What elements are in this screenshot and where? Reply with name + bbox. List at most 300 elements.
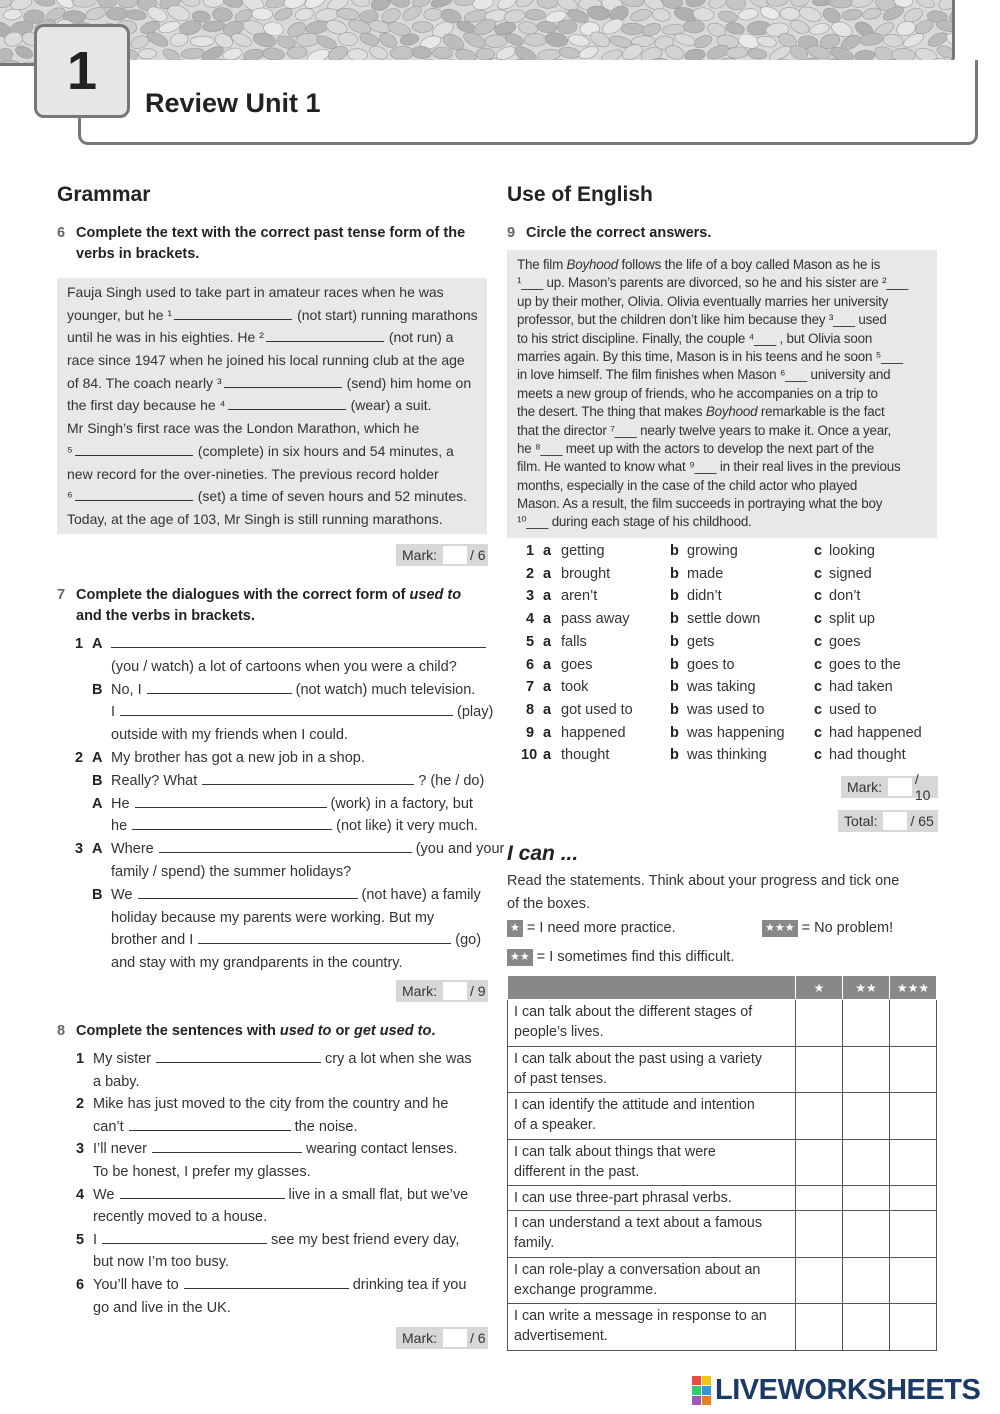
pebble <box>829 0 852 8</box>
ex8-text: I’ll never <box>93 1141 147 1158</box>
ex9-text-part: he ⁸___ meet up with the actors to develop the next part of the <box>517 440 875 456</box>
ex6-text-line <box>67 349 477 372</box>
option-letter-a: a <box>543 633 552 650</box>
ex8-line <box>93 1229 459 1252</box>
ex7-text: he <box>111 818 128 835</box>
pebble <box>780 7 801 21</box>
ex6-text-part: (send) him home on <box>346 374 472 391</box>
tick-box[interactable] <box>843 1139 890 1186</box>
option-letter-a: a <box>543 611 552 628</box>
logo-text: LIVEWORKSHEETS <box>715 1374 981 1406</box>
option-letter-b: b <box>670 611 679 628</box>
ex6-blank[interactable] <box>224 374 342 388</box>
ex7-text: He <box>111 795 130 812</box>
ex8-blank[interactable] <box>129 1117 291 1131</box>
ican-statement-line: family. <box>514 1235 555 1251</box>
ex8-blank[interactable] <box>152 1139 302 1153</box>
pebble <box>181 0 201 8</box>
ican-statement-line: different in the past. <box>514 1163 640 1180</box>
option-b[interactable]: goes to <box>687 656 735 673</box>
ex7-blank[interactable] <box>159 839 412 853</box>
pebble <box>336 7 360 21</box>
pebble <box>935 43 955 60</box>
option-letter-c: c <box>814 611 823 628</box>
ex7-blank[interactable] <box>111 634 486 648</box>
option-a[interactable]: got used to <box>561 701 633 718</box>
liveworksheets-logo <box>692 1374 980 1407</box>
ex8-text: My sister <box>93 1051 151 1067</box>
pebble <box>472 0 495 11</box>
option-letter-c: c <box>814 633 823 650</box>
ex9-text-line <box>517 330 927 348</box>
ex9-text-line <box>517 440 927 458</box>
pebble <box>503 8 526 24</box>
pebble <box>524 33 547 46</box>
option-c[interactable]: looking <box>829 543 875 559</box>
tick-box[interactable] <box>796 1211 843 1258</box>
pebble <box>629 7 653 23</box>
ex7-text: Where <box>111 841 154 858</box>
option-letter-a: a <box>543 588 552 605</box>
ex8-text: We <box>93 1186 115 1203</box>
ex6-text-part: Today, at the age of 103, Mr Singh is still running marathons. <box>67 510 443 527</box>
ican-statement <box>508 1046 796 1093</box>
ex8-blank[interactable] <box>120 1185 285 1199</box>
pebble <box>252 8 273 21</box>
col-two-stars: ★★ <box>843 976 890 1000</box>
pebble <box>138 48 157 59</box>
answer-row <box>507 725 937 748</box>
option-c[interactable]: had happened <box>829 724 922 741</box>
pebble <box>432 47 453 60</box>
mark-input[interactable] <box>888 778 912 796</box>
ex8-line <box>93 1048 472 1071</box>
mark-label: Mark: <box>402 547 437 563</box>
answer-number: 5 <box>526 633 535 650</box>
ex9-text-part: Mason. As a result, the film succeeds in portraying what the boy <box>517 496 883 512</box>
option-c[interactable]: goes <box>829 633 861 650</box>
ican-statement-line: I can role-play a conversation about an <box>514 1261 761 1278</box>
ex7-blank[interactable] <box>132 816 332 830</box>
ican-statement-line: of a speaker. <box>514 1117 596 1133</box>
ex6-text-part: ⁶ <box>67 488 73 505</box>
tick-box[interactable] <box>843 1257 890 1304</box>
option-b[interactable]: was happening <box>687 724 785 741</box>
option-letter-a: a <box>543 701 552 718</box>
header-pattern <box>0 0 955 66</box>
pebble <box>106 7 128 20</box>
option-letter-a: a <box>543 565 552 582</box>
ex7-line <box>111 747 365 770</box>
tick-box[interactable] <box>843 1000 890 1047</box>
ex8-blank[interactable] <box>156 1049 321 1063</box>
pebble <box>454 0 475 6</box>
ex8-text: live in a small flat, but we’ve <box>288 1186 469 1203</box>
tick-box[interactable] <box>843 1046 890 1093</box>
tick-box[interactable] <box>796 1000 843 1047</box>
key-three-stars-text: = No problem! <box>801 920 894 936</box>
ex6-text-part: new record for the over-nineties. The previous record holder <box>67 465 439 482</box>
ex9-text-part: ¹___ up. Mason’s parents are divorced, so he and his sister are ²___ <box>517 275 909 291</box>
ican-intro-2: of the boxes. <box>507 896 591 912</box>
tick-box[interactable] <box>890 1257 937 1304</box>
option-c[interactable]: signed <box>829 565 872 582</box>
tick-box[interactable] <box>890 1186 937 1211</box>
tick-box[interactable] <box>843 1211 890 1258</box>
ex7-line <box>111 838 504 861</box>
ican-statement-line: I can identify the attitude and intention <box>514 1097 755 1113</box>
option-a[interactable]: falls <box>561 633 587 650</box>
tick-box[interactable] <box>843 1093 890 1140</box>
ex9-text-part: the desert. The thing that makes <box>517 404 706 420</box>
pebble <box>692 33 713 50</box>
ican-statement <box>508 1304 796 1351</box>
option-letter-b: b <box>670 679 679 696</box>
ex8-instruction-a: Complete the sentences with <box>76 1023 280 1039</box>
ex7-mark <box>396 980 488 1002</box>
tick-box[interactable] <box>890 1093 937 1140</box>
tick-box[interactable] <box>890 1139 937 1186</box>
ex9-text-part: months, especially in the case of the child actor who played <box>517 477 858 493</box>
ican-statement-line: I can talk about the past using a variety <box>514 1050 762 1067</box>
col-three-stars: ★★★ <box>890 976 937 1000</box>
answer-row <box>507 611 937 634</box>
answer-number: 1 <box>526 543 535 559</box>
ex7-speaker: B <box>92 772 103 789</box>
pebble <box>537 0 559 9</box>
ican-row <box>508 1186 937 1211</box>
ex9-text-part: up by their mother, Olivia. Olivia eventually marries her university <box>517 293 889 309</box>
ex7-instruction-line-1b: used to <box>409 587 462 603</box>
ex7-line <box>111 907 434 930</box>
ex7-text: (not like) it very much. <box>336 818 478 835</box>
ex7-text: ? (he / do) <box>418 772 485 789</box>
tick-box[interactable] <box>796 1304 843 1351</box>
ex6-text-line <box>67 372 477 395</box>
option-a[interactable]: brought <box>561 565 611 582</box>
ex8-instruction <box>57 1021 486 1042</box>
ex8-blank[interactable] <box>102 1230 267 1244</box>
option-letter-a: a <box>543 679 552 696</box>
pebble <box>390 46 414 59</box>
logo-icon <box>692 1376 711 1405</box>
tick-box[interactable] <box>843 1304 890 1351</box>
ex9-text-line <box>517 348 927 366</box>
ex6-blank[interactable] <box>228 396 346 410</box>
ex8-item-number: 5 <box>76 1231 85 1248</box>
key-two-stars-text: = I sometimes find this difficult. <box>536 949 735 965</box>
ex6-blank[interactable] <box>174 306 292 320</box>
option-letter-c: c <box>814 747 823 764</box>
ex8-instruction-e: . <box>431 1023 436 1039</box>
answer-row <box>507 588 937 611</box>
ex7-speaker: B <box>92 681 103 698</box>
answer-number: 7 <box>526 679 535 696</box>
option-c[interactable]: had taken <box>829 679 893 696</box>
option-b[interactable]: was thinking <box>687 747 767 764</box>
ex8-item-number: 4 <box>76 1186 85 1203</box>
ex6-text-part: (set) a time of seven hours and 52 minutes. <box>197 488 468 505</box>
option-a[interactable]: getting <box>561 543 605 559</box>
pebble <box>387 0 412 10</box>
pebble <box>485 34 508 48</box>
ican-statement-line: I can understand a text about a famous <box>514 1215 762 1231</box>
ex7-line <box>111 656 457 679</box>
option-b[interactable]: made <box>687 565 724 582</box>
pebble <box>558 46 581 59</box>
ex6-instruction <box>57 223 486 265</box>
ex7-blank[interactable] <box>138 885 358 899</box>
pebble <box>212 7 233 23</box>
ex7-text: I <box>111 704 116 721</box>
ican-row <box>508 1139 937 1186</box>
ex6-text-part: ⁵ <box>67 442 73 459</box>
ex7-blank[interactable] <box>120 702 453 716</box>
ex8-line <box>93 1206 267 1229</box>
ex7-blank[interactable] <box>135 794 327 808</box>
ican-statement-line: of past tenses. <box>514 1070 607 1087</box>
tick-box[interactable] <box>890 1046 937 1093</box>
pebble <box>190 36 214 47</box>
ex6-instruction-line-1: Complete the text with the correct past tense form of the <box>76 225 466 241</box>
option-c[interactable]: goes to the <box>829 656 901 673</box>
answer-row <box>507 702 937 725</box>
option-b[interactable]: growing <box>687 543 738 559</box>
ex7-line <box>111 633 490 656</box>
ex7-item-number: 2 <box>75 750 84 766</box>
pebble <box>809 22 831 37</box>
ican-statement <box>508 1139 796 1186</box>
option-a[interactable]: thought <box>561 747 610 764</box>
option-b[interactable]: gets <box>687 633 715 650</box>
ex7-text: (not have) a family <box>361 886 481 903</box>
total-input[interactable] <box>883 812 907 830</box>
ex9-text-part: marries again. By this time, Mason is in his teens and he soon ⁵___ <box>517 348 903 364</box>
ex6-text-line <box>67 508 477 531</box>
tick-box[interactable] <box>796 1186 843 1211</box>
ex6-text-line <box>67 304 477 327</box>
ican-statement <box>508 1211 796 1258</box>
ex9-text-line <box>517 477 927 495</box>
pebble <box>790 0 809 7</box>
page-title: Review Unit 1 <box>145 88 321 118</box>
ican-row <box>508 1304 937 1351</box>
ex8-text: wearing contact lenses. <box>306 1141 458 1158</box>
option-letter-c: c <box>814 588 823 605</box>
pebble <box>294 7 315 22</box>
mark-total: / 10 <box>914 771 931 803</box>
answer-number: 2 <box>526 565 535 582</box>
option-a[interactable]: pass away <box>561 611 630 628</box>
tick-box[interactable] <box>890 1000 937 1047</box>
tick-box[interactable] <box>796 1093 843 1140</box>
ex6-text-line <box>67 326 477 349</box>
ex7-text: (you and your <box>415 841 505 858</box>
ex8-text: can’t <box>93 1118 124 1135</box>
ex7-item-number: 3 <box>75 841 84 858</box>
ex6-text-part: (not run) a <box>388 329 454 346</box>
ex6-text-part: Mr Singh’s first race was the London Marathon, which he <box>67 420 420 437</box>
ex7-text: brother and I <box>111 932 194 949</box>
mark-label: Mark: <box>847 779 882 795</box>
answer-row <box>507 543 937 566</box>
ex6-blank[interactable] <box>75 487 193 501</box>
mark-input[interactable] <box>443 982 467 1000</box>
ex7-text: (work) in a factory, but <box>330 795 473 812</box>
ex8-instruction-d: get used to <box>353 1023 432 1039</box>
option-letter-c: c <box>814 656 823 673</box>
ex6-blank[interactable] <box>75 442 193 456</box>
ex8-instruction-c: or <box>331 1023 354 1039</box>
option-c[interactable]: had thought <box>829 747 906 764</box>
ex8-line <box>93 1161 311 1184</box>
ex8-text: recently moved to a house. <box>93 1209 268 1226</box>
ican-header-row <box>508 976 937 1000</box>
option-letter-b: b <box>670 656 679 673</box>
ex6-text-line <box>67 440 477 463</box>
mark-label: Mark: <box>402 1330 437 1346</box>
pebble <box>203 0 224 8</box>
pebble <box>685 0 706 8</box>
tick-box[interactable] <box>796 1046 843 1093</box>
answer-number: 9 <box>526 724 535 741</box>
total-total: / 65 <box>910 813 934 829</box>
tick-box[interactable] <box>890 1211 937 1258</box>
ex8-item-number: 2 <box>76 1096 85 1113</box>
option-b[interactable]: was used to <box>687 701 765 718</box>
option-b[interactable]: was taking <box>687 679 756 696</box>
ex6-text-part: younger, but he ¹ <box>67 306 173 323</box>
option-a[interactable]: happened <box>561 724 626 741</box>
ex8-text: but now I’m too busy. <box>93 1254 229 1271</box>
ex7-text: My brother has got a new job in a shop. <box>111 750 365 766</box>
ex7-text: (go) <box>455 932 482 949</box>
pebble <box>683 20 704 33</box>
ex8-item-number: 1 <box>76 1051 85 1067</box>
ex9-text-part: film. He wanted to know what ⁹___ in their real lives in the previous <box>517 459 901 475</box>
option-b[interactable]: settle down <box>687 611 761 628</box>
ex6-text-part: until he was in his eighties. He ² <box>67 329 264 346</box>
option-a[interactable]: took <box>561 679 589 696</box>
three-stars-icon: ★★★ <box>762 920 798 937</box>
ex9-number: 9 <box>507 225 516 241</box>
answer-row <box>507 634 937 657</box>
ex6-blank[interactable] <box>266 328 384 342</box>
ican-statement <box>508 1093 796 1140</box>
ex9-text-line <box>517 274 927 292</box>
ex8-text: go and live in the UK. <box>93 1299 231 1316</box>
grammar-heading: Grammar <box>57 183 151 206</box>
ex6-text-part: Fauja Singh used to take part in amateur races when he was <box>67 284 444 300</box>
tick-box[interactable] <box>843 1186 890 1211</box>
ex7-text: family / spend) the summer holidays? <box>111 864 352 880</box>
ex7-instruction <box>57 585 486 627</box>
ex8-blank[interactable] <box>184 1275 349 1289</box>
option-letter-a: a <box>543 724 552 741</box>
option-c[interactable]: don’t <box>829 588 861 605</box>
ex8-item-number: 6 <box>76 1277 85 1293</box>
pebble <box>717 10 738 24</box>
ex7-text: holiday because my parents were working. But my <box>111 909 435 926</box>
ican-statement-line: I can write a message in response to an <box>514 1308 767 1324</box>
pebble <box>412 22 433 33</box>
ex8-line <box>93 1093 448 1116</box>
option-b[interactable]: didn’t <box>687 588 722 605</box>
ex8-line <box>93 1274 466 1297</box>
ex9-text-line <box>517 403 927 421</box>
ican-statement-line: exchange programme. <box>514 1281 658 1298</box>
option-letter-b: b <box>670 588 679 605</box>
ex6-text-part: the first day because he ⁴ <box>67 397 226 414</box>
mark-input[interactable] <box>443 546 467 564</box>
mark-total: / 6 <box>470 1330 486 1346</box>
ex9-text-line <box>517 495 927 513</box>
ex7-blank[interactable] <box>198 930 451 944</box>
ex7-text: (play) <box>457 704 494 721</box>
ican-row <box>508 1093 937 1140</box>
pebble <box>125 9 147 22</box>
ican-header-blank <box>508 976 796 1000</box>
tick-box[interactable] <box>796 1139 843 1186</box>
ex6-instruction-line-2: verbs in brackets. <box>76 246 200 262</box>
ex7-blank[interactable] <box>202 771 414 785</box>
tick-box[interactable] <box>796 1257 843 1304</box>
pebble <box>841 8 863 21</box>
option-c[interactable]: used to <box>829 701 877 718</box>
pebble <box>514 0 536 10</box>
ex8-text: drinking tea if you <box>352 1277 467 1293</box>
ex7-blank[interactable] <box>147 680 292 694</box>
ex8-text: To be honest, I prefer my glasses. <box>93 1164 311 1180</box>
option-c[interactable]: split up <box>829 611 875 628</box>
ex9-text-line <box>517 311 927 329</box>
option-letter-b: b <box>670 701 679 718</box>
ex8-line <box>93 1071 140 1094</box>
pebble <box>476 48 495 60</box>
answer-row <box>507 657 937 680</box>
ican-statement-line: advertisement. <box>514 1328 608 1344</box>
ican-statement-line: I can use three-part phrasal verbs. <box>514 1190 732 1206</box>
option-letter-a: a <box>543 656 552 673</box>
ex7-line <box>111 793 473 816</box>
option-a[interactable]: aren’t <box>561 588 598 605</box>
ex6-text-part: of 84. The coach nearly ³ <box>67 374 222 391</box>
option-letter-c: c <box>814 679 823 696</box>
pebble <box>423 8 442 21</box>
ex7-text: Really? What <box>111 772 198 789</box>
ex7-instruction-line-1a: Complete the dialogues with the correct form of <box>76 587 410 603</box>
tick-box[interactable] <box>890 1304 937 1351</box>
mark-input[interactable] <box>443 1329 467 1347</box>
ican-statement <box>508 1186 796 1211</box>
pebble <box>33 0 56 8</box>
option-letter-b: b <box>670 633 679 650</box>
ex7-text: No, I <box>111 681 142 698</box>
ex7-line <box>111 929 481 952</box>
option-a[interactable]: goes <box>561 656 593 673</box>
pebble <box>351 0 371 8</box>
ex8-line <box>93 1116 358 1139</box>
ex7-speaker: A <box>92 750 103 766</box>
ex9-text-line <box>517 422 927 440</box>
ex8-number: 8 <box>57 1023 66 1039</box>
ex6-text-line <box>67 485 477 508</box>
ex8-text: Mike has just moved to the city from the country and he <box>93 1096 449 1113</box>
pebble <box>789 18 811 36</box>
total-label: Total: <box>844 813 878 829</box>
ex9-text-part: in love himself. The film finishes when Mason ⁶___ university and <box>517 367 891 383</box>
ex9-text-line <box>517 366 927 384</box>
